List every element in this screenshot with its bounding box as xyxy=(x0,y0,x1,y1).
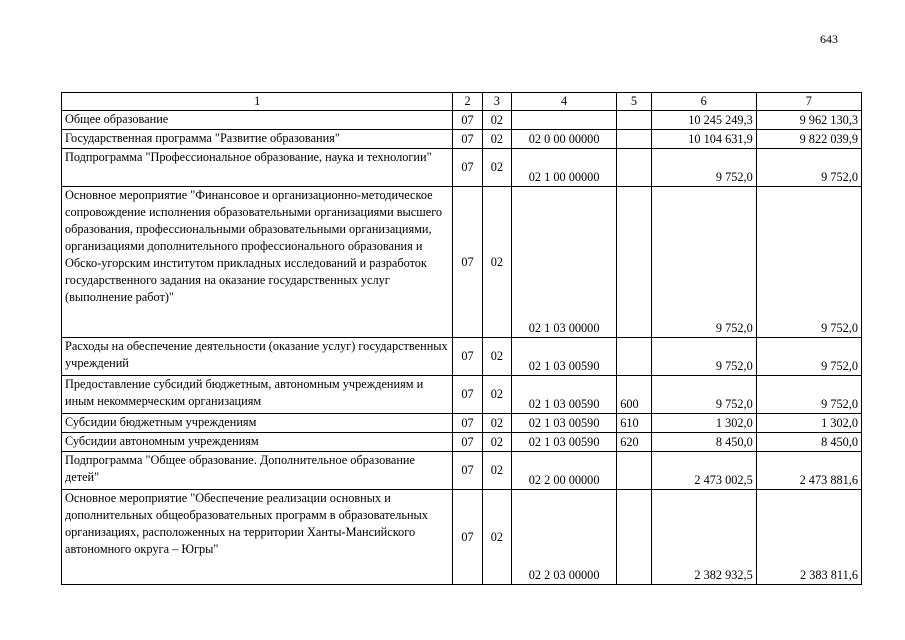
target-article-code: 02 1 03 00590 xyxy=(512,338,617,376)
row-name: Общее образование xyxy=(62,111,453,130)
table-row xyxy=(62,338,862,376)
subsection-code: 02 xyxy=(482,111,511,130)
table-row xyxy=(62,376,862,414)
section-code: 07 xyxy=(453,111,482,130)
target-article-code: 02 1 03 00590 xyxy=(512,414,617,433)
subsection-code: 02 xyxy=(482,149,511,187)
target-article-code: 02 0 00 00000 xyxy=(512,130,617,149)
expense-type-code xyxy=(617,187,651,338)
table-row xyxy=(62,149,862,187)
table-row xyxy=(62,490,862,585)
header-cell: 3 xyxy=(482,93,511,111)
table-header-row xyxy=(62,93,862,111)
row-name: Субсидии автономным учреждениям xyxy=(62,433,453,452)
subsection-code: 02 xyxy=(482,433,511,452)
row-name: Основное мероприятие "Финансовое и организационно-методическое сопровождение исполнения образовательными организациями высшего образования, профессиональными образовательными организациями, организациями дополнительного профессионального образования и Обско-угорским институтом прикладных исследований и разработок государственного задания на оказание государственных услуг (выполнение работ)" xyxy=(62,187,453,338)
expense-type-code: 620 xyxy=(617,433,651,452)
row-name: Подпрограмма "Общее образование. Дополнительное образование детей" xyxy=(62,452,453,490)
section-code: 07 xyxy=(453,433,482,452)
amount-col7: 9 822 039,9 xyxy=(756,130,861,149)
amount-col7: 9 752,0 xyxy=(756,376,861,414)
amount-col7: 2 383 811,6 xyxy=(756,490,861,585)
amount-col6: 9 752,0 xyxy=(651,149,756,187)
expense-type-code xyxy=(617,452,651,490)
row-name: Подпрограмма "Профессиональное образование, наука и технологии" xyxy=(62,149,453,187)
section-code: 07 xyxy=(453,338,482,376)
amount-col6: 2 382 932,5 xyxy=(651,490,756,585)
subsection-code: 02 xyxy=(482,376,511,414)
amount-col7: 8 450,0 xyxy=(756,433,861,452)
expense-type-code xyxy=(617,111,651,130)
header-cell: 5 xyxy=(617,93,651,111)
subsection-code: 02 xyxy=(482,338,511,376)
expense-type-code xyxy=(617,130,651,149)
header-cell: 1 xyxy=(62,93,453,111)
section-code: 07 xyxy=(453,149,482,187)
amount-col7: 1 302,0 xyxy=(756,414,861,433)
row-name: Основное мероприятие "Обеспечение реализации основных и дополнительных общеобразовательных программ в образовательных организациях, расположенных на территории Ханты-Мансийского автономного округа – Югры" xyxy=(62,490,453,585)
header-cell: 6 xyxy=(651,93,756,111)
header-cell: 2 xyxy=(453,93,482,111)
target-article-code: 02 1 03 00000 xyxy=(512,187,617,338)
section-code: 07 xyxy=(453,130,482,149)
target-article-code: 02 2 00 00000 xyxy=(512,452,617,490)
amount-col6: 10 245 249,3 xyxy=(651,111,756,130)
amount-col6: 9 752,0 xyxy=(651,338,756,376)
section-code: 07 xyxy=(453,187,482,338)
row-name: Расходы на обеспечение деятельности (оказание услуг) государственных учреждений xyxy=(62,338,453,376)
expense-type-code: 610 xyxy=(617,414,651,433)
expense-type-code xyxy=(617,490,651,585)
row-name: Государственная программа "Развитие образования" xyxy=(62,130,453,149)
row-name: Субсидии бюджетным учреждениям xyxy=(62,414,453,433)
amount-col7: 9 752,0 xyxy=(756,338,861,376)
amount-col7: 9 752,0 xyxy=(756,149,861,187)
expense-type-code xyxy=(617,149,651,187)
table-row xyxy=(62,130,862,149)
target-article-code xyxy=(512,111,617,130)
table-row xyxy=(62,433,862,452)
budget-table xyxy=(61,92,862,585)
section-code: 07 xyxy=(453,452,482,490)
page-number: 643 xyxy=(820,32,838,46)
amount-col7: 9 752,0 xyxy=(756,187,861,338)
amount-col7: 9 962 130,3 xyxy=(756,111,861,130)
expense-type-code: 600 xyxy=(617,376,651,414)
table-row xyxy=(62,187,862,338)
amount-col6: 8 450,0 xyxy=(651,433,756,452)
target-article-code: 02 1 00 00000 xyxy=(512,149,617,187)
amount-col6: 10 104 631,9 xyxy=(651,130,756,149)
header-cell: 4 xyxy=(512,93,617,111)
amount-col6: 9 752,0 xyxy=(651,187,756,338)
subsection-code: 02 xyxy=(482,452,511,490)
section-code: 07 xyxy=(453,376,482,414)
subsection-code: 02 xyxy=(482,130,511,149)
header-cell: 7 xyxy=(756,93,861,111)
section-code: 07 xyxy=(453,490,482,585)
amount-col6: 9 752,0 xyxy=(651,376,756,414)
expense-type-code xyxy=(617,338,651,376)
row-name: Предоставление субсидий бюджетным, автономным учреждениям и иным некоммерческим организациям xyxy=(62,376,453,414)
amount-col7: 2 473 881,6 xyxy=(756,452,861,490)
subsection-code: 02 xyxy=(482,414,511,433)
target-article-code: 02 2 03 00000 xyxy=(512,490,617,585)
target-article-code: 02 1 03 00590 xyxy=(512,433,617,452)
table-row xyxy=(62,452,862,490)
amount-col6: 2 473 002,5 xyxy=(651,452,756,490)
target-article-code: 02 1 03 00590 xyxy=(512,376,617,414)
subsection-code: 02 xyxy=(482,187,511,338)
table-row xyxy=(62,111,862,130)
section-code: 07 xyxy=(453,414,482,433)
amount-col6: 1 302,0 xyxy=(651,414,756,433)
subsection-code: 02 xyxy=(482,490,511,585)
table-row xyxy=(62,414,862,433)
